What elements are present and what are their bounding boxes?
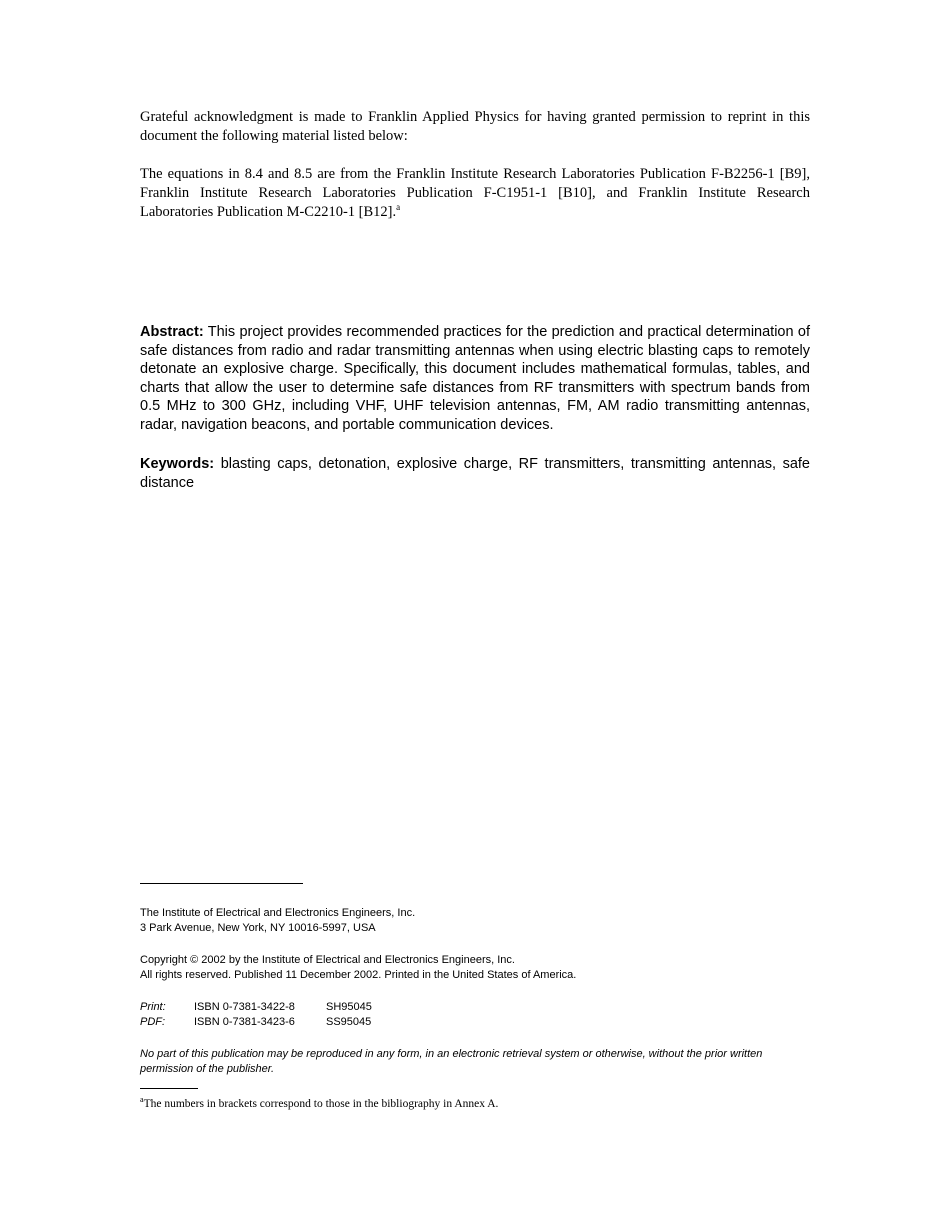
acknowledgment-intro: Grateful acknowledgment is made to Franklin Applied Physics for having granted permission to reprint in this document the following material listed below: [140,109,810,144]
copyright-line: Copyright © 2002 by the Institute of Electrical and Electronics Engineers, Inc. [140,954,515,966]
keywords-text: blasting caps, detonation, explosive charge, RF transmitters, transmitting antennas, safe distance [140,456,810,491]
abstract-paragraph [140,323,810,434]
section-divider [140,883,303,884]
isbn-code: SH95045 [326,1001,372,1013]
publisher-name: The Institute of Electrical and Electronics Engineers, Inc. [140,907,416,919]
abstract-text: This project provides recommended practices for the prediction and practical determination of safe distances from radio and radar transmitting antennas when using electric blasting caps to remotely detonate an explosive charge. Specifically, this document includes mathematical formulas, tables, and charts that allow the user to determine safe distances from RF transmitters with spectrum bands from 0.5 MHz to 300 GHz, including VHF, UHF television antennas, FM, AM radio transmitting antennas, radar, navigation beacons, and portable communication devices. [140,324,810,433]
reproduction-notice: No part of this publication may be reproduced in any form, in an electronic retrieval system or otherwise, without the prior written permission of the publisher. [140,1048,763,1075]
keywords-label: Keywords: [140,456,215,472]
isbn-code: SS95045 [326,1016,372,1028]
publisher-address: 3 Park Avenue, New York, NY 10016-5997, USA [140,922,376,934]
publisher-block [140,906,415,936]
abstract-label: Abstract: [140,324,204,340]
footnote-text: The numbers in brackets correspond to those in the bibliography in Annex A. [143,1098,499,1110]
copyright-block [140,953,576,983]
footnote-marker: a [140,1095,144,1104]
isbn-number: ISBN 0-7381-3422-8 [194,1001,295,1013]
acknowledgment-equations-text: The equations in 8.4 and 8.5 are from the Franklin Institute Research Laboratories Publication F-B2256-1 [B9], Franklin Institute Research Laboratories Publication F-C1951-1 [B10], and Franklin Institute Research Laboratories Publication M-C2210-1 [B12]. [140,166,810,220]
isbn-label: PDF: [140,1016,166,1028]
isbn-number: ISBN 0-7381-3423-6 [194,1016,295,1028]
footnote [140,1097,498,1112]
rights-line: All rights reserved. Published 11 December 2002. Printed in the United States of America. [140,969,577,981]
isbn-row-pdf [140,1015,372,1030]
acknowledgment-equations [140,165,810,222]
isbn-label: Print: [140,1001,166,1013]
keywords-paragraph [140,455,810,492]
footnote-reference: a [396,202,401,212]
footnote-divider [140,1088,198,1089]
isbn-block [140,1000,372,1030]
isbn-row-print [140,1000,372,1015]
